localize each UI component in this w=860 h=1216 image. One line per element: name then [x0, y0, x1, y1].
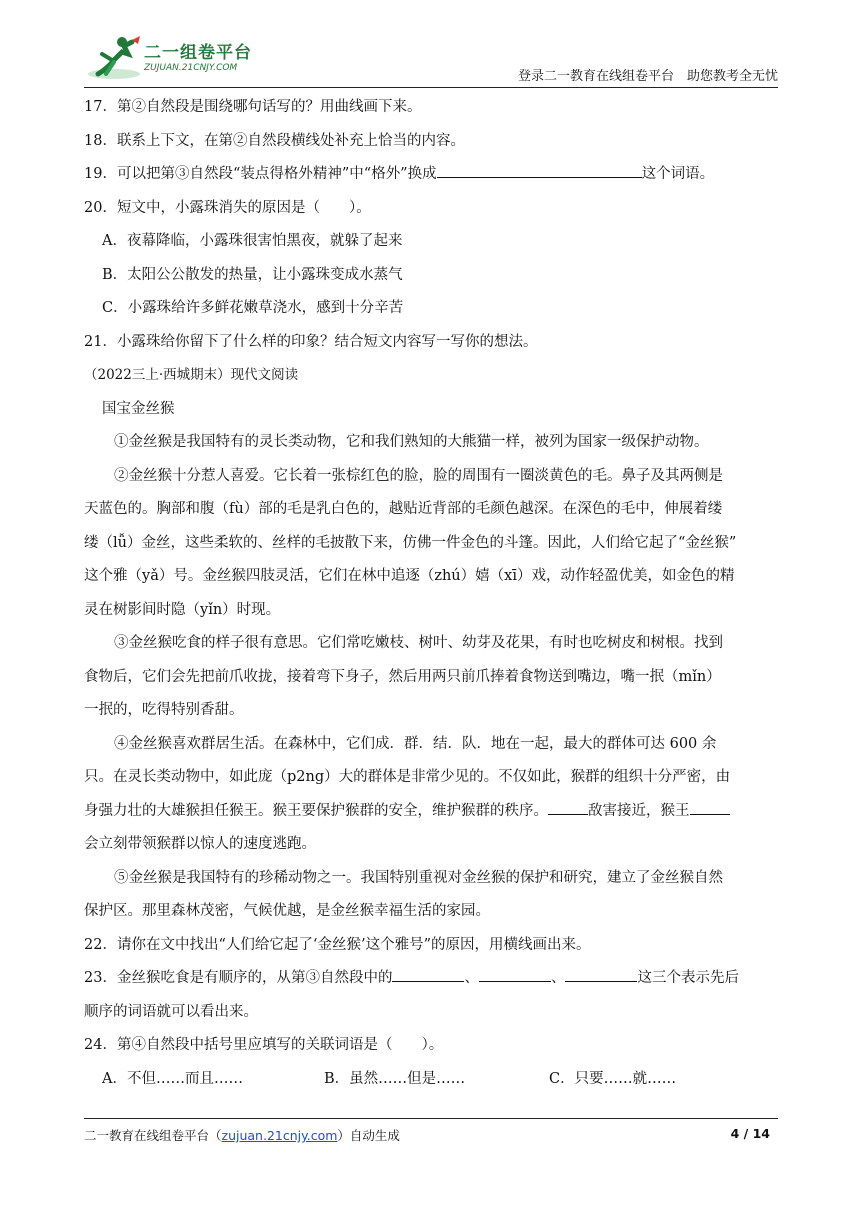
answer-blank[interactable] [548, 796, 588, 815]
passage-text: 身强力壮的大雄猴担任猴王。猴王要保护猴群的安全，维护猴群的秩序。 [84, 802, 548, 819]
passage-line: ③金丝猴吃食的样子很有意思。它们常吃嫩枝、树叶、幼芽及花果，有时也吃树皮和树根。找到 [114, 635, 723, 651]
answer-blank[interactable] [690, 796, 730, 815]
header-tagline: 登录二一教育在线组卷平台 助您教考全无忧 [517, 69, 778, 84]
footer-credit [84, 1126, 400, 1144]
option-b: B．虽然……但是…… [324, 1070, 466, 1087]
passage-line-with-blanks [84, 795, 778, 829]
logo-subtitle: ZUJUAN.21CNJY.COM [144, 63, 238, 73]
question-17: 17．第②自然段是围绕哪句话写的？用曲线画下来。 [84, 99, 422, 115]
answer-blank[interactable] [565, 963, 637, 982]
passage-line: 这个雅（yǎ）号。金丝猴四肢灵活，它们在林中追逐（zhú）嬉（xī）戏，动作轻盈优美，如金色的精 [84, 568, 735, 584]
question-20: 20．短文中，小露珠消失的原因是（ ）。 [84, 199, 371, 216]
option-b: B．太阳公公散发的热量，让小露珠变成水蒸气 [102, 266, 403, 283]
question-19-text: 19．可以把第③自然段“装点得格外精神”中“格外”换成 [84, 166, 437, 182]
passage-line: ⑤金丝猴是我国特有的珍稀动物之一。我国特别重视对金丝猴的保护和研究，建立了金丝猴自然 [114, 869, 723, 886]
question-19 [84, 158, 778, 192]
question-18: 18．联系上下文，在第②自然段横线处补充上恰当的内容。 [84, 132, 465, 149]
header-divider [84, 87, 778, 88]
footer-prefix: 二一教育在线组卷平台（ [84, 1128, 222, 1143]
page-footer [84, 1118, 778, 1148]
passage-line: 食物后，它们会先把前爪收拢，接着弯下身子，然后用两只前爪捧着食物送到嘴边，嘴一抿（mǐn） [84, 668, 721, 685]
passage-line: 天蓝色的。胸部和腹（fù）部的毛是乳白色的，越贴近背部的毛颜色越深。在深色的毛中，伸展着缕 [84, 501, 723, 517]
separator: 、 [550, 970, 566, 986]
passage-line: 灵在树影间时隐（yǐn）时现。 [84, 601, 281, 618]
footer-suffix: ）自动生成 [337, 1128, 400, 1143]
page-header [0, 0, 860, 90]
passage-title: 国宝金丝猴 [102, 400, 175, 417]
question-21: 21．小露珠给你留下了什么样的印象？结合短文内容写一写你的想法。 [84, 333, 538, 350]
question-24-options [84, 1063, 778, 1097]
passage-line: ④金丝猴喜欢群居生活。在森林中，它们成．群．结．队．地在一起，最大的群体可达 600 余 [114, 735, 717, 752]
separator: 、 [464, 970, 479, 986]
passage-line: 只。在灵长类动物中，如此庞（p2ng）大的群体是非常少见的。不仅如此，猴群的组织十分严密，由 [84, 769, 731, 785]
option-c: C．只要……就…… [549, 1070, 677, 1087]
footer-link[interactable]: zujuan.21cnjy.com [221, 1128, 338, 1143]
runner-logo-icon [84, 34, 142, 82]
question-23-tail: 这三个表示先后 [637, 970, 739, 986]
answer-blank[interactable] [479, 963, 551, 982]
passage-line: 缕（lǚ）金丝，这些柔软的、丝样的毛披散下来，仿佛一件金色的斗篷。因此，人们给它起了“金丝猴” [84, 534, 737, 551]
question-23 [84, 962, 778, 996]
document-body [84, 91, 778, 1096]
option-c: C．小露珠给许多鲜花嫩草浇水，感到十分辛苦 [102, 300, 404, 316]
question-19-tail: 这个词语。 [641, 166, 715, 182]
question-24: 24．第④自然段中括号里应填写的关联词语是（ ）。 [84, 1037, 444, 1053]
passage-line: 保护区。那里森林茂密，气候优越，是金丝猴幸福生活的家园。 [84, 903, 490, 919]
question-23-cont: 顺序的词语就可以看出来。 [84, 1003, 258, 1020]
answer-blank[interactable] [392, 963, 464, 982]
option-a: A．夜幕降临，小露珠很害怕黑夜，就躲了起来 [102, 233, 403, 249]
page-number: 4 / 14 [730, 1126, 770, 1141]
passage-source: （2022三上·西城期末）现代文阅读 [84, 367, 299, 383]
logo [84, 34, 304, 82]
passage-text: 敌害接近，猴王 [588, 802, 690, 819]
footer-divider [84, 1118, 778, 1119]
passage-line: ②金丝猴十分惹人喜爱。它长着一张棕红色的脸，脸的周围有一圈淡黄色的毛。鼻子及其两侧是 [114, 467, 723, 484]
question-23-text: 23．金丝猴吃食是有顺序的，从第③自然段中的 [84, 970, 393, 986]
passage-line: 一抿的，吃得特别香甜。 [84, 702, 244, 718]
answer-blank[interactable] [437, 159, 642, 178]
passage-line: 会立刻带领猴群以惊人的速度逃跑。 [84, 836, 316, 852]
option-a: A．不但……而且…… [102, 1070, 243, 1087]
logo-title: 二一组卷平台 [144, 43, 252, 63]
passage-line: ①金丝猴是我国特有的灵长类动物，它和我们熟知的大熊猫一样，被列为国家一级保护动物。 [114, 434, 709, 450]
question-22: 22．请你在文中找出“人们给它起了‘金丝猴’这个雅号”的原因，用横线画出来。 [84, 936, 591, 953]
